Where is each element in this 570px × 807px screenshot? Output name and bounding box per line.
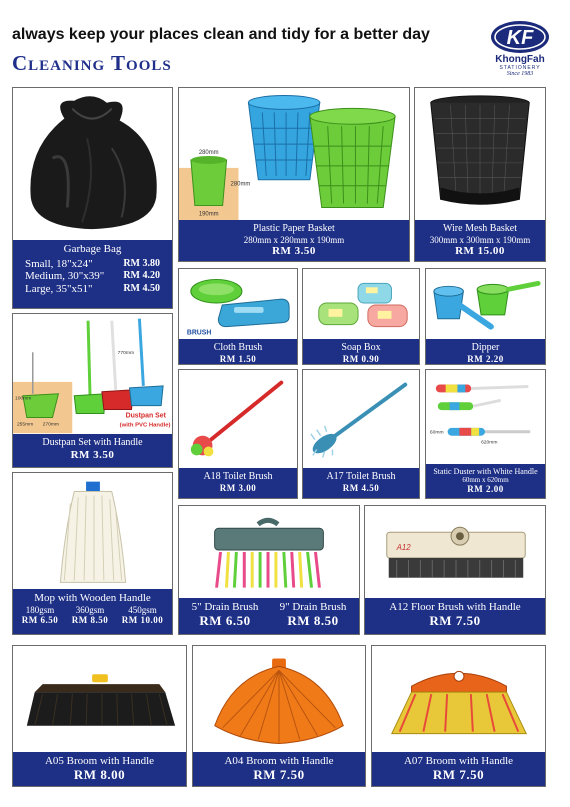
option-label: 360gsm [75, 604, 105, 615]
product-a04-broom[interactable] [192, 645, 366, 787]
a04-label [193, 752, 365, 786]
dustpan-label [13, 434, 172, 467]
product-name: A07 Broom with Handle [403, 755, 514, 767]
logo-since: Since 1983 [506, 71, 534, 77]
product-size: 300mm x 300mm x 190mm [429, 234, 531, 245]
dim-w: 60mm [429, 430, 444, 436]
logo-name: KhongFah [495, 54, 545, 65]
product-name: Garbage Bag [63, 243, 122, 255]
dim-d: 270mm [42, 422, 60, 428]
price: RM 0.90 [342, 353, 380, 364]
dim-base: 190mm [198, 211, 219, 218]
dim-top: 280mm [198, 150, 219, 157]
price: RM 6.50 [199, 612, 251, 628]
dipper-label [426, 339, 545, 364]
product-name: A18 Toilet Brush [203, 471, 273, 482]
wire-basket-icon [415, 88, 545, 222]
product-a12-floor-brush[interactable] [364, 505, 546, 635]
product-name: Wire Mesh Basket [442, 223, 518, 234]
product-garbage-bag[interactable] [12, 87, 173, 309]
price: RM 7.50 [432, 766, 485, 782]
a04-broom-icon [193, 646, 365, 754]
product-mop[interactable] [12, 472, 173, 635]
product-name: A17 Toilet Brush [326, 471, 396, 482]
product-name: Plastic Paper Basket [253, 223, 335, 234]
price: RM 3.50 [272, 244, 316, 257]
product-static-duster[interactable] [425, 369, 546, 499]
product-dipper[interactable] [425, 268, 546, 365]
dustpan-tag-1: Dustpan Set [125, 412, 166, 420]
a12-mark: A12 [396, 543, 411, 553]
product-wire-mesh-basket[interactable] [414, 87, 546, 262]
cloth-brush-icon [179, 269, 297, 341]
cloth-brush-label [179, 339, 297, 364]
size-label: Large, 35"x51" [25, 282, 93, 295]
plastic-basket-label [179, 220, 409, 261]
product-name: Cloth Brush [213, 342, 263, 353]
price: RM 10.00 [121, 614, 164, 625]
product-name: Soap Box [341, 342, 381, 353]
a12-floor-brush-icon [365, 506, 545, 598]
a17-label [303, 468, 419, 498]
a07-broom-icon [372, 646, 545, 754]
soap-box-label [303, 339, 419, 364]
page-title: Cleaning Tools [12, 51, 172, 75]
dipper-icon [426, 269, 545, 341]
price: RM 8.50 [287, 612, 339, 628]
price: RM 8.00 [73, 766, 126, 782]
size-label: Medium, 30"x39" [25, 270, 105, 283]
mop-label [13, 589, 172, 634]
a12-label [365, 598, 545, 634]
static-duster-icon [426, 370, 545, 466]
a05-broom-icon [13, 646, 186, 754]
price: RM 4.20 [123, 270, 160, 282]
product-name: A05 Broom with Handle [44, 755, 155, 767]
product-drain-brush[interactable] [178, 505, 360, 635]
product-cloth-brush[interactable] [178, 268, 298, 365]
product-name: A04 Broom with Handle [224, 755, 334, 767]
product-size: 60mm x 620mm [462, 476, 509, 485]
logo-sub: STATIONERY [499, 65, 541, 71]
a07-label [372, 752, 545, 786]
logo-mark: KF [506, 27, 534, 49]
price: RM 3.00 [219, 482, 257, 493]
price: RM 4.50 [123, 282, 160, 294]
dim-h: 100mm [14, 396, 32, 402]
garbage-bag-icon [13, 88, 172, 238]
price: RM 15.00 [455, 244, 505, 257]
price: RM 3.50 [70, 448, 115, 461]
price: RM 6.50 [21, 614, 59, 625]
product-dustpan-set[interactable] [12, 313, 173, 468]
a18-toilet-brush-icon [179, 370, 297, 470]
price: RM 7.50 [429, 612, 481, 628]
kf-logo-icon [490, 20, 550, 54]
a05-label [13, 752, 186, 786]
soap-box-icon [303, 269, 419, 341]
product-name: Dustpan Set with Handle [42, 437, 143, 448]
a17-toilet-brush-icon [303, 370, 419, 470]
product-plastic-paper-basket[interactable] [178, 87, 410, 262]
size-label: Small, 18"x24" [25, 257, 93, 270]
header-tagline: always keep your places clean and tidy for a better day [12, 26, 430, 43]
product-size: 280mm x 280mm x 190mm [243, 234, 345, 245]
duster-label [426, 464, 545, 498]
wire-basket-label [415, 220, 545, 261]
brand-logo [484, 20, 556, 80]
garbage-bag-label [13, 240, 172, 308]
brush-tag: BRUSH [186, 329, 212, 337]
product-soap-box[interactable] [302, 268, 420, 365]
dustpan-icon [13, 314, 172, 434]
price: RM 2.20 [467, 353, 504, 364]
price: RM 7.50 [253, 766, 305, 782]
plastic-basket-icon [179, 88, 409, 222]
price: RM 8.50 [71, 614, 109, 625]
product-name: Static Duster with White Handle [433, 467, 538, 476]
price: RM 1.50 [219, 353, 257, 364]
mop-icon [13, 473, 172, 591]
dim-handle: 770mm [117, 351, 135, 357]
price: RM 4.50 [342, 482, 380, 493]
option-label: 9" Drain Brush [279, 601, 347, 613]
dim-l: 620mm [481, 440, 498, 446]
product-a05-broom[interactable] [12, 645, 187, 787]
a18-label [179, 468, 297, 498]
product-name: Dipper [471, 342, 500, 353]
product-name: A12 Floor Brush with Handle [389, 601, 521, 613]
product-a18-toilet-brush[interactable] [178, 369, 298, 499]
price: RM 3.80 [123, 257, 160, 269]
drain-brush-icon [179, 506, 359, 598]
option-label: 180gsm [25, 604, 55, 615]
product-name: Mop with Wooden Handle [34, 592, 151, 604]
dim-side: 280mm [230, 181, 251, 188]
drain-brush-label [179, 598, 359, 634]
option-label: 450gsm [128, 604, 157, 615]
product-a07-broom[interactable] [371, 645, 546, 787]
option-label: 5" Drain Brush [191, 601, 259, 613]
price: RM 2.00 [467, 484, 504, 495]
dustpan-tag-2: (with PVC Handle) [119, 422, 171, 429]
dim-w: 255mm [16, 422, 34, 428]
product-a17-toilet-brush[interactable] [302, 369, 420, 499]
